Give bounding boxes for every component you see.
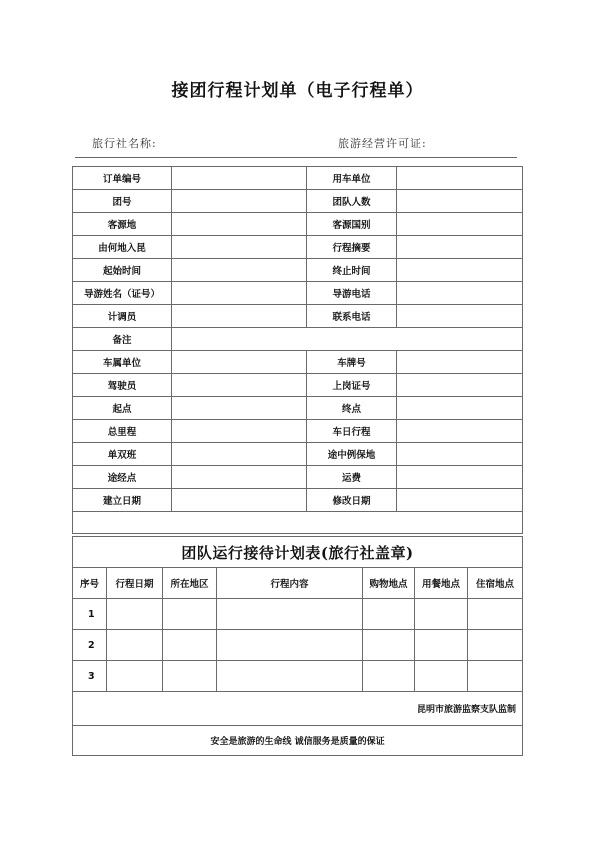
slogan: 安全是旅游的生命线 诚信服务是质量的保证 (73, 726, 523, 756)
field-value[interactable] (172, 374, 307, 397)
license-label: 旅游经营许可证: (338, 137, 427, 150)
column-header: 购物地点 (363, 568, 415, 599)
table-cell[interactable] (363, 661, 415, 692)
field-value[interactable] (172, 443, 307, 466)
table-cell[interactable] (415, 599, 468, 630)
field-label: 上岗证号 (307, 374, 397, 397)
form-row (73, 167, 523, 190)
table-cell[interactable] (217, 599, 363, 630)
form-row (73, 420, 523, 443)
form-row (73, 443, 523, 466)
form-row (73, 466, 523, 489)
field-label: 团队人数 (307, 190, 397, 213)
row-number: 2 (73, 630, 107, 661)
table-row (73, 661, 523, 692)
field-value[interactable] (172, 190, 307, 213)
field-value[interactable] (172, 213, 307, 236)
field-value[interactable] (397, 397, 523, 420)
field-label: 起始时间 (73, 259, 172, 282)
field-label: 车牌号 (307, 351, 397, 374)
field-label: 终点 (307, 397, 397, 420)
column-header: 用餐地点 (415, 568, 468, 599)
form-row (73, 351, 523, 374)
field-label: 客源国别 (307, 213, 397, 236)
table-row (73, 630, 523, 661)
table-cell[interactable] (217, 630, 363, 661)
remarks-field[interactable] (172, 328, 523, 351)
itinerary-form-table (72, 166, 523, 534)
table-cell[interactable] (107, 661, 163, 692)
field-label: 车属单位 (73, 351, 172, 374)
field-value[interactable] (397, 259, 523, 282)
table-cell[interactable] (163, 661, 217, 692)
agency-name-label: 旅行社名称: (92, 137, 157, 150)
row-number: 3 (73, 661, 107, 692)
form-row (73, 397, 523, 420)
form-row (73, 236, 523, 259)
field-value[interactable] (397, 236, 523, 259)
form-row (73, 259, 523, 282)
header-divider (75, 157, 517, 158)
table-cell[interactable] (468, 661, 523, 692)
table-cell[interactable] (363, 599, 415, 630)
blank-row (73, 512, 523, 534)
field-value[interactable] (172, 420, 307, 443)
field-value[interactable] (397, 374, 523, 397)
column-header: 所在地区 (163, 568, 217, 599)
field-label: 途中例保地 (307, 443, 397, 466)
remarks-row (73, 328, 523, 351)
field-value[interactable] (172, 259, 307, 282)
table-cell[interactable] (217, 661, 363, 692)
field-value[interactable] (397, 190, 523, 213)
field-value[interactable] (172, 236, 307, 259)
supervision-note: 昆明市旅游监察支队监制 (73, 692, 523, 726)
field-label: 运费 (307, 466, 397, 489)
column-header: 序号 (73, 568, 107, 599)
table-cell[interactable] (468, 630, 523, 661)
table-cell[interactable] (415, 630, 468, 661)
field-value[interactable] (172, 489, 307, 512)
field-label: 车日行程 (307, 420, 397, 443)
field-label: 用车单位 (307, 167, 397, 190)
field-label: 驾驶员 (73, 374, 172, 397)
page-title: 接团行程计划单（电子行程单） (171, 81, 424, 101)
field-value[interactable] (172, 305, 307, 328)
table-cell[interactable] (163, 599, 217, 630)
field-value[interactable] (172, 351, 307, 374)
table-cell[interactable] (107, 599, 163, 630)
field-value[interactable] (397, 305, 523, 328)
field-value[interactable] (397, 213, 523, 236)
field-label: 订单编号 (73, 167, 172, 190)
field-label: 建立日期 (73, 489, 172, 512)
schedule-table (72, 536, 523, 756)
field-label: 导游电话 (307, 282, 397, 305)
form-row (73, 190, 523, 213)
column-header: 行程日期 (107, 568, 163, 599)
field-value[interactable] (397, 466, 523, 489)
table-cell[interactable] (468, 599, 523, 630)
field-label: 团号 (73, 190, 172, 213)
form-row (73, 213, 523, 236)
field-value[interactable] (397, 167, 523, 190)
field-label: 行程摘要 (307, 236, 397, 259)
table-cell[interactable] (107, 630, 163, 661)
field-value[interactable] (172, 282, 307, 305)
form-row (73, 374, 523, 397)
form-row (73, 282, 523, 305)
field-value[interactable] (397, 443, 523, 466)
form-row (73, 489, 523, 512)
field-value[interactable] (172, 167, 307, 190)
field-label: 终止时间 (307, 259, 397, 282)
field-value[interactable] (397, 282, 523, 305)
row-number: 1 (73, 599, 107, 630)
field-label: 计调员 (73, 305, 172, 328)
field-value[interactable] (172, 466, 307, 489)
field-label: 起点 (73, 397, 172, 420)
column-header: 住宿地点 (468, 568, 523, 599)
schedule-header-row (73, 568, 523, 599)
table-row (73, 599, 523, 630)
table-cell[interactable] (163, 630, 217, 661)
field-label: 由何地入昆 (73, 236, 172, 259)
field-value[interactable] (397, 489, 523, 512)
field-label: 单双班 (73, 443, 172, 466)
field-label: 导游姓名（证号） (73, 282, 172, 305)
field-label: 途经点 (73, 466, 172, 489)
schedule-heading: 团队运行接待计划表(旅行社盖章) (73, 537, 523, 568)
remarks-label: 备注 (73, 328, 172, 351)
field-label: 联系电话 (307, 305, 397, 328)
field-value[interactable] (172, 397, 307, 420)
table-cell[interactable] (415, 661, 468, 692)
column-header: 行程内容 (217, 568, 363, 599)
table-cell[interactable] (363, 630, 415, 661)
form-row (73, 305, 523, 328)
field-label: 总里程 (73, 420, 172, 443)
field-label: 客源地 (73, 213, 172, 236)
blank-cell (73, 512, 523, 534)
field-value[interactable] (397, 351, 523, 374)
field-value[interactable] (397, 420, 523, 443)
field-label: 修改日期 (307, 489, 397, 512)
